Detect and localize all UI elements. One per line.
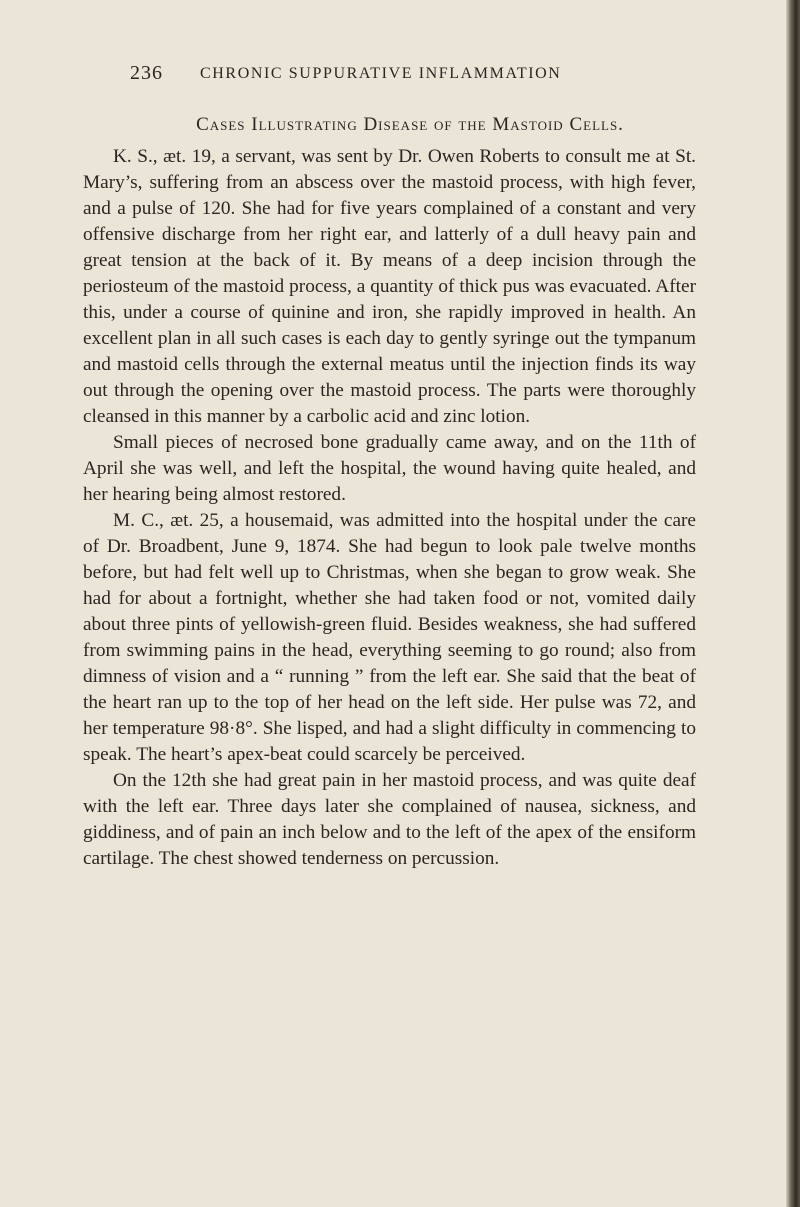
page-header	[130, 62, 690, 88]
paragraph-case-ks: K. S., æt. 19, a servant, was sent by Dr. Owen Roberts to consult me at St. Mary’s, suffering from an abscess over the mastoid process, with high fever, and a pulse of 120. She had for five years complained of a constant and very offensive discharge from her right ear, and latterly of a dull heavy pain and great tension at the back of it. By means of a deep incision through the periosteum of the mastoid process, a quantity of thick pus was evacuated. After this, under a course of quinine and iron, she rapidly improved in health. An excellent plan in all such cases is each day to gently syringe out the tympanum and mastoid cells through the external meatus until the injection finds its way out through the opening over the mastoid process. The parts were thoroughly cleansed in this manner by a carbolic acid and zinc lotion.	[83, 146, 696, 427]
paragraph-ks-outcome: Small pieces of necrosed bone gradually came away, and on the 11th of April she was well, and left the hospital, the wound having quite healed, and her hearing being almost restored.	[83, 432, 696, 505]
section-title: Cases Illustrating Disease of the Mastoid Cells.	[196, 114, 624, 135]
body-text	[83, 144, 696, 872]
paragraph-mc-progress: On the 12th she had great pain in her mastoid process, and was quite deaf with the left ear. Three days later she complained of nausea, sickness, and giddiness, and of pain an inch below and to the left of the apex of the ensiform cartilage. The chest showed tenderness on percussion.	[83, 770, 696, 869]
paragraph-case-mc: M. C., æt. 25, a housemaid, was admitted into the hospital under the care of Dr. Broadbent, June 9, 1874. She had begun to look pale twelve months before, but had felt well up to Christmas, when she began to grow weak. She had for about a fortnight, whether she had taken food or not, vomited daily about three pints of yellowish-green fluid. Besides weakness, she had suffered from swimming pains in the head, everything seeming to go round; also from dimness of vision and a “ running ” from the left ear. She said that the beat of the heart ran up to the top of her head on the left side. Her pulse was 72, and her temperature 98·8°. She lisped, and had a slight difficulty in commencing to speak. The heart’s apex-beat could scarcely be perceived.	[83, 510, 696, 765]
page-binding-edge	[786, 0, 800, 1207]
running-head: CHRONIC SUPPURATIVE INFLAMMATION	[200, 65, 562, 82]
page-number: 236	[130, 62, 163, 84]
